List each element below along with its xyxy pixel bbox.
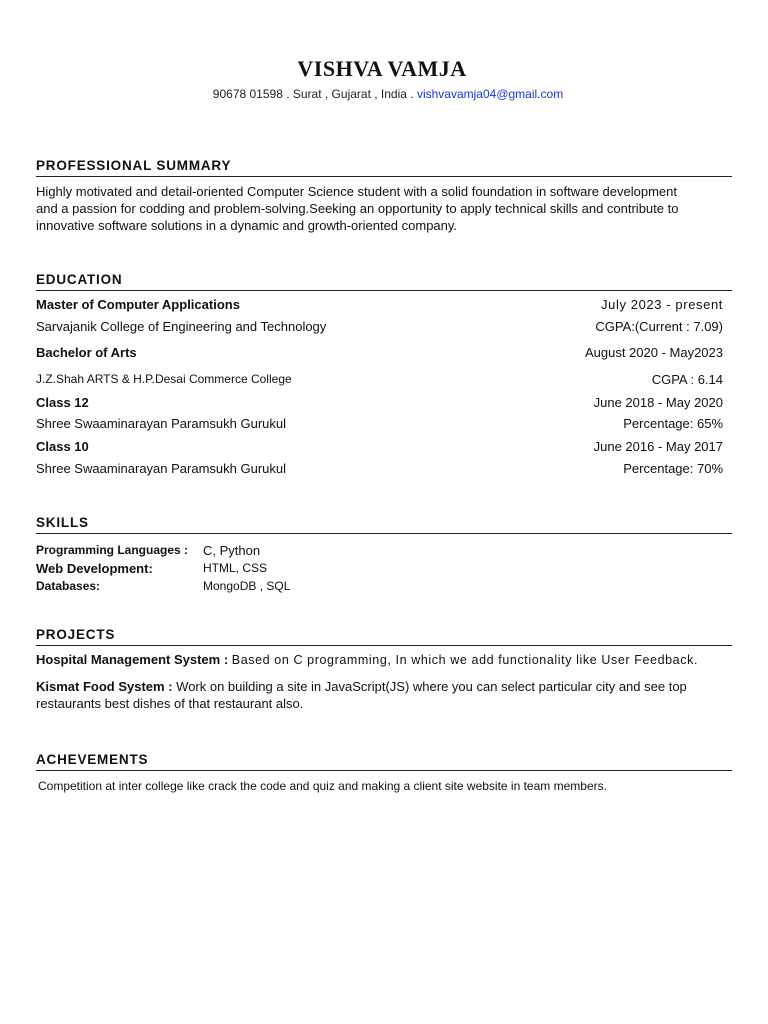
institution-name: Shree Swaaminarayan Paramsukh Gurukul	[36, 461, 287, 476]
project-item	[36, 651, 746, 669]
skill-value: C, Python	[203, 543, 261, 558]
education-dates: July 2023 - present	[601, 297, 723, 312]
education-row	[36, 461, 723, 479]
contact-details: 90678 01598 . Surat , Gujarat , India .	[212, 87, 414, 101]
degree-title: Class 10	[36, 439, 89, 454]
contact-line	[0, 87, 768, 101]
education-row	[36, 416, 723, 434]
achievements-heading: ACHEVEMENTS	[36, 752, 732, 771]
education-score: CGPA : 6.14	[651, 372, 723, 387]
degree-title: Bachelor of Arts	[36, 345, 137, 360]
degree-title: Master of Computer Applications	[36, 297, 240, 312]
email-link[interactable]: vishvavamja04@gmail.com	[416, 87, 564, 101]
summary-text	[36, 183, 736, 234]
education-row	[36, 439, 723, 457]
project-description: Work on building a site in JavaScript(JS) where you can select particular city and see top	[176, 679, 687, 694]
summary-line: and a passion for codding and problem-solving.Seeking an opportunity to apply technical skills and contribute to	[36, 201, 679, 216]
education-row	[36, 297, 723, 315]
education-dates: June 2016 - May 2017	[593, 439, 723, 454]
achievement-text: Competition at inter college like crack the code and quiz and making a client site website in team members.	[38, 779, 607, 793]
institution-name: Sarvajanik College of Engineering and Technology	[36, 319, 327, 334]
project-description: Based on C programming, In which we add functionality like User Feedback.	[231, 653, 699, 667]
project-item	[36, 678, 746, 712]
skill-row	[36, 579, 536, 595]
skill-value: HTML, CSS	[203, 561, 268, 575]
skills-heading: SKILLS	[36, 515, 732, 534]
institution-name: J.Z.Shah ARTS & H.P.Desai Commerce College	[36, 372, 292, 386]
education-row	[36, 372, 723, 390]
education-row	[36, 395, 723, 413]
education-heading: EDUCATION	[36, 272, 732, 291]
education-row	[36, 319, 723, 337]
summary-line: Highly motivated and detail-oriented Computer Science student with a solid foundation in software development	[36, 184, 677, 199]
education-score: Percentage: 65%	[623, 416, 723, 431]
education-score: Percentage: 70%	[623, 461, 723, 476]
education-score: CGPA:(Current : 7.09)	[595, 319, 723, 334]
skill-row	[36, 543, 536, 559]
skill-value: MongoDB , SQL	[203, 579, 291, 593]
skill-label: Databases:	[36, 579, 101, 593]
projects-heading: PROJECTS	[36, 627, 732, 646]
project-name: Hospital Management System :	[36, 652, 229, 667]
skill-label: Web Development:	[36, 561, 153, 576]
education-row	[36, 345, 723, 363]
candidate-name: VISHVA VAMJA	[297, 56, 467, 81]
institution-name: Shree Swaaminarayan Paramsukh Gurukul	[36, 416, 287, 431]
project-description: restaurants best dishes of that restaurant also.	[36, 696, 304, 711]
skill-row	[36, 561, 536, 577]
degree-title: Class 12	[36, 395, 89, 410]
education-dates: August 2020 - May2023	[584, 345, 723, 360]
education-dates: June 2018 - May 2020	[593, 395, 723, 410]
summary-line: innovative software solutions in a dynamic and growth-oriented company.	[36, 218, 458, 233]
project-name: Kismat Food System :	[36, 679, 173, 694]
summary-heading: PROFESSIONAL SUMMARY	[36, 158, 732, 177]
skill-label: Programming Languages :	[36, 543, 189, 557]
